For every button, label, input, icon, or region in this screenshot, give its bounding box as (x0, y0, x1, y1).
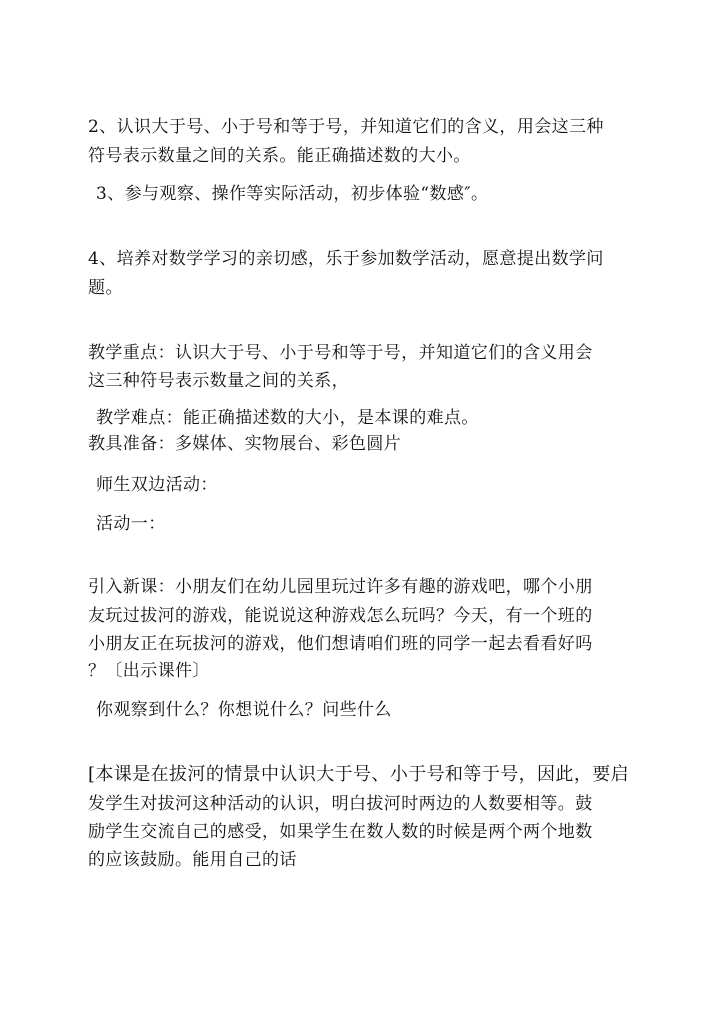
intro-line-4: ？〔出示课件〕 (88, 661, 210, 681)
note-line-4: 的应该鼓励。能用自己的话 (88, 850, 297, 870)
goal-2-line-2: 符号表示数量之间的关系。能正确描述数的大小。 (88, 146, 471, 166)
goal-4-line-1: 4、培养对数学学习的亲切感，乐于参加数学活动，愿意提出数学问 (88, 249, 604, 269)
goal-4-line-2: 题。 (88, 278, 123, 298)
note-line-2: 发学生对拔河这种活动的认识，明白拔河时两边的人数要相等。鼓 (88, 794, 593, 814)
teaching-aids-line: 教具准备：多媒体、实物展台、彩色圆片 (88, 434, 402, 454)
intro-line-3: 小朋友正在玩拔河的游戏，他们想请咱们班的同学一起去看看好吗 (88, 634, 593, 654)
activity-one-heading: 活动一： (96, 514, 166, 534)
note-line-3: 励学生交流自己的感受，如果学生在数人数的时候是两个两个地数 (88, 822, 593, 842)
observation-question-line: 你观察到什么？你想说什么？问些什么 (96, 700, 392, 720)
intro-line-1: 引入新课：小朋友们在幼儿园里玩过许多有趣的游戏吧，哪个小朋 (88, 577, 593, 597)
intro-line-2: 友玩过拔河的游戏，能说说这种游戏怎么玩吗？今天，有一个班的 (88, 606, 593, 626)
activities-heading: 师生双边活动： (96, 475, 218, 495)
key-point-line-2: 这三种符号表示数量之间的关系， (88, 371, 349, 391)
goal-3-line: 3、参与观察、操作等实际活动，初步体验“数感″。 (96, 184, 489, 204)
difficulty-line: 教学难点：能正确描述数的大小，是本课的难点。 (96, 408, 479, 428)
key-point-line-1: 教学重点：认识大于号、小于号和等于号，并知道它们的含义用会 (88, 343, 593, 363)
goal-2-line-1: 2、认识大于号、小于号和等于号，并知道它们的含义，用会这三种 (88, 117, 604, 137)
note-line-1: [本课是在拔河的情景中认识大于号、小于号和等于号，因此，要启 (88, 764, 630, 785)
